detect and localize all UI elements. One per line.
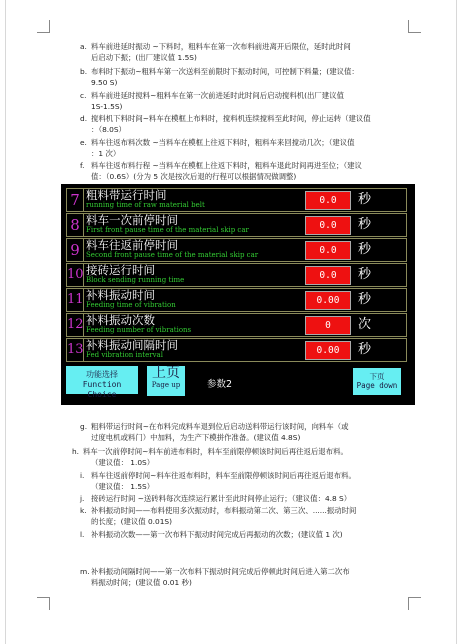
param-index: 10 [67, 264, 84, 286]
param-row-13 [66, 338, 407, 362]
paragraph-d: d. 搅料机下料时间~料车在模框上布料时，搅料机连续搅料至此时间，停止运转（建议值 ：（8.0S） [80, 114, 371, 134]
paragraph-e: e. 料车往返布料次数 ~当料车在模框上往返下料时，粗料车来回搅动几次；（建议值 ：1 次） [80, 138, 355, 158]
param-index: 8 [67, 214, 84, 236]
param-label-cn: 补料振动时间 [86, 288, 155, 302]
param-value-field[interactable]: 0.0 [305, 241, 351, 260]
param-unit: 秒 [358, 217, 372, 232]
paragraph-a: a. 料车前进延时振动 ~下料时，粗料车在第一次布料前进离开后限位，延时此时间 后启动下振；(出厂建议值 1.5S) [80, 42, 351, 62]
paragraph-m: m.补料振动间隔时间——第一次布料下振动时间完成后停顿此时间后进入第二次布 料振动时间；(建议值 0.01 秒) [80, 567, 350, 587]
param-value-field[interactable]: 0.0 [305, 216, 351, 235]
paragraph-f: f. 料车往返布料行程 ~当料车在模框上往返下料时，粗料车退此时间再进至位；（建议 值：（0.6S）(分为 5 次是按次后退的行程可以根据情况做调整) [80, 161, 362, 181]
param-index: 12 [67, 314, 84, 336]
param-label-cn: 补料振动次数 [86, 313, 155, 327]
paragraph-b: b. 布料时下振动~粗料车第一次送料至前限时下振动时间，可控制下料量；(建议值： 9.50 S) [80, 67, 359, 87]
param-row-11 [66, 288, 407, 312]
paragraph-i: i. 料车往返前停时间~料车往返布料时，料车至前限停顿该时间后再往返后退布料。 （建议值： 1.5S） [80, 471, 356, 491]
page-up-button[interactable]: 上页 Page up [147, 366, 185, 396]
param-unit: 秒 [358, 242, 372, 257]
margin-corner-mark [37, 20, 50, 33]
hmi-parameter-screen [61, 184, 415, 405]
param-index: 9 [67, 239, 84, 261]
param-value-field[interactable]: 0.0 [305, 266, 351, 285]
param-label-cn: 接砖运行时间 [86, 263, 155, 277]
param-row-9 [66, 238, 407, 262]
param-label-en: Second front pause time of the material skip car [86, 251, 259, 259]
screen-page-label: 参数2 [207, 379, 233, 390]
param-label-en: First front pause time of the material skip car [86, 226, 249, 234]
paragraph-c: c. 料车前进延时搅料~粗料车在第一次前进延时此时间后启动搅料机(出厂建议值 1S-1.5S) [80, 91, 344, 111]
param-index: 11 [67, 289, 84, 311]
page-down-button[interactable]: 下页 Page down [353, 368, 401, 395]
param-row-7 [66, 188, 407, 212]
param-label-en: running time of raw material belt [86, 201, 205, 209]
param-row-12 [66, 313, 407, 337]
param-index: 7 [67, 189, 84, 211]
param-label-cn: 料车一次前停时间 [86, 213, 178, 227]
param-value-field[interactable]: 0.00 [305, 291, 351, 310]
param-unit: 秒 [358, 192, 372, 207]
paragraph-h: h. 料车一次前停时间~料车前进布料时，料车至前限停顿该时间后再往返后退布料。 （建议值： 1.0S） [72, 447, 348, 467]
margin-corner-mark [408, 20, 421, 33]
param-unit: 秒 [358, 292, 372, 307]
param-value-field[interactable]: 0 [305, 316, 351, 335]
param-label-en: Feeding time of vibration [86, 301, 176, 309]
param-unit: 秒 [358, 267, 372, 282]
param-unit: 次 [358, 317, 372, 332]
margin-corner-mark [37, 597, 50, 610]
paragraph-k: k. 补料振动时间——布料使用多次振动时，布料振动第二次、第三次、......振动时间 的长度；(建议值 0.01S) [80, 506, 357, 526]
param-index: 13 [67, 339, 84, 361]
param-label-cn: 料车往返前停时间 [86, 238, 178, 252]
param-label-en: Feeding number of vibrations [86, 326, 192, 334]
paragraph-l: l. 补料振动次数——第一次布料下振动时间完成后再振动的次数；(建议值 1 次) [80, 530, 343, 539]
function-choice-button[interactable]: 功能选择 Function Choice [66, 366, 138, 394]
param-value-field[interactable]: 0.0 [305, 191, 351, 210]
param-label-cn: 补料振动间隔时间 [86, 338, 178, 352]
param-label-en: Block sending running time [86, 276, 185, 284]
param-value-field[interactable]: 0.00 [305, 341, 351, 360]
paragraph-g: g. 粗料带运行时间~在布料完成料车退到位后启动送料带运行该时间，向料车（或 过度电机或料门）中加料，为生产下模拼作准备。(建议值 4.8S) [80, 422, 349, 442]
param-row-10 [66, 263, 407, 287]
param-label-cn: 粗料带运行时间 [86, 188, 167, 202]
paragraph-j: j. 接砖运行时间 ~送砖料每次连续运行累计至此时间停止运行；（建议值：4.8 S） [80, 494, 352, 503]
param-unit: 秒 [358, 342, 372, 357]
param-row-8 [66, 213, 407, 237]
margin-corner-mark [408, 597, 421, 610]
param-label-en: Fed vibration interval [86, 351, 163, 359]
